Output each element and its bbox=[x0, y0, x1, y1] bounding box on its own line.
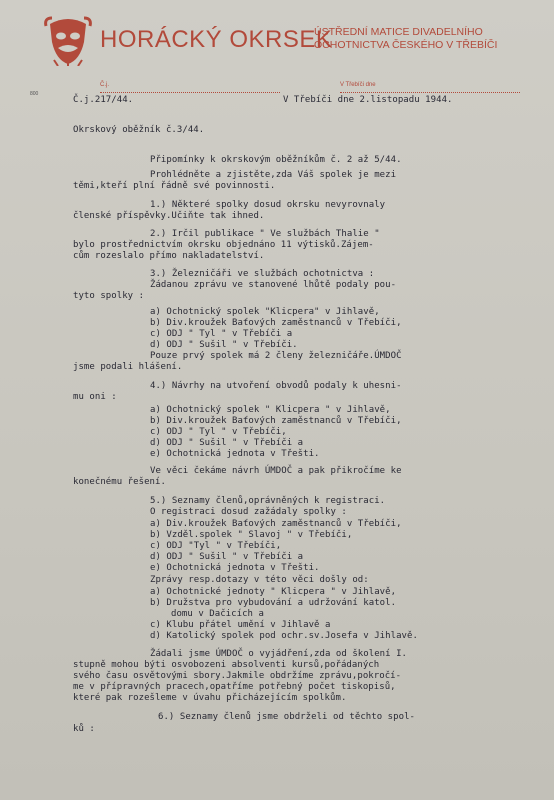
list-item: e) Ochotnická jednota v Třešti. bbox=[150, 449, 320, 459]
list-item: c) ODJ " Tyl " v Třebíči a bbox=[150, 329, 293, 339]
list-item: c) Klubu přátel umění v Jihlavě a bbox=[150, 620, 331, 630]
text-line: 6.) Seznamy členů jsme obdrželi od těchto spol- bbox=[158, 712, 416, 722]
organization-name: HORÁCKÝ OKRSEK bbox=[100, 26, 333, 53]
text-line: me v přípravných pracech,opatříme potřebný počet tiskopisů, bbox=[73, 682, 396, 692]
text-line: tyto spolky : bbox=[73, 291, 145, 301]
reference-number: Č.j.217/44. bbox=[73, 95, 134, 105]
reference-number-field bbox=[100, 80, 280, 93]
text-line: Zprávy resp.dotazy v této věci došly od: bbox=[150, 575, 369, 585]
list-item: c) ODJ "Tyl " v Třebíči, bbox=[150, 541, 282, 551]
date-field bbox=[340, 80, 520, 93]
text-line: 1.) Některé spolky dosud okrsku nevyrovnaly bbox=[150, 200, 386, 210]
list-item: b) Družstva pro vybudování a udržování katol. bbox=[150, 598, 397, 608]
text-line: Žádali jsme ÚMDOČ o vyjádření,zda od školení I. bbox=[150, 649, 408, 659]
list-item: d) ODJ " Sušil " v Třebíči. bbox=[150, 340, 298, 350]
list-item: e) Ochotnická jednota v Třešti. bbox=[150, 563, 320, 573]
text-line: konečnému řešení. bbox=[73, 477, 166, 487]
theatre-mask-logo-icon bbox=[44, 16, 92, 66]
text-line: mu oni : bbox=[73, 392, 117, 402]
text-line: Prohlédněte a zjistěte,zda Váš spolek je mezi bbox=[150, 170, 397, 180]
text-line: stupně mohou býti osvobozeni absolventi kursů,pořádaných bbox=[73, 660, 380, 670]
text-line: které pak rozešleme v úvahu přicházejícím spolkům. bbox=[73, 693, 347, 703]
text-line: Pouze prvý spolek má 2 členy železničáře.ÚMDOČ bbox=[150, 351, 402, 361]
text-line: 5.) Seznamy členů,oprávněných k registraci. bbox=[150, 496, 386, 506]
text-line: bylo prostřednictvím okrsku objednáno 11 výtisků.Zájem- bbox=[73, 240, 374, 250]
reference-label: Č.j. bbox=[100, 82, 109, 88]
text-line: 3.) Železničáři ve službách ochotnictva : bbox=[150, 269, 375, 279]
date-label: V Třebíči dne bbox=[340, 82, 376, 88]
list-item: b) Div.kroužek Baťových zaměstnanců v Třebíči, bbox=[150, 416, 402, 426]
list-item: d) ODJ " Sušil " v Třebíči a bbox=[150, 552, 304, 562]
text-line: 4.) Návrhy na utvoření obvodů podaly k uhesni- bbox=[150, 381, 402, 391]
organization-subtitle-line: OCHOTNICTVA ČESKÉHO V TŘEBÍČI bbox=[314, 39, 498, 51]
list-item: c) ODJ " Tyl " v Třebíči, bbox=[150, 427, 287, 437]
text-line: jsme podali hlášení. bbox=[73, 362, 183, 372]
text-line: cům rozeslalo přímo nakladatelství. bbox=[73, 251, 265, 261]
organization-subtitle-line: ÚSTŘEDNÍ MATICE DIVADELNÍHO bbox=[314, 26, 483, 38]
list-item: a) Ochotnický spolek " Klicpera " v Jihlavě, bbox=[150, 405, 391, 415]
date-line: V Třebíči dne 2.listopadu 1944. bbox=[283, 95, 453, 105]
text-line: O registraci dosud zažádaly spolky : bbox=[150, 507, 347, 517]
list-item: d) ODJ " Sušil " v Třebíči a bbox=[150, 438, 304, 448]
circular-title: Okrskový oběžník č.3/44. bbox=[73, 125, 205, 135]
list-item: a) Div.kroužek Baťových zaměstnanců v Třebíči, bbox=[150, 519, 402, 529]
list-item: domu v Dačicích a bbox=[171, 609, 264, 619]
text-line: těmi,kteří plní řádně své povinnosti. bbox=[73, 181, 276, 191]
list-item: b) Div.kroužek Baťových zaměstnanců v Třebíči, bbox=[150, 318, 402, 328]
organization-subtitle bbox=[314, 26, 497, 52]
text-line: svého času osvětovými sbory.Jakmile obdržíme zprávu,pokročí- bbox=[73, 671, 402, 681]
text-line: Ve věci čekáme návrh ÚMDOČ a pak přikročíme ke bbox=[150, 466, 402, 476]
list-item: a) Ochotnický spolek "Klicpera" v Jihlavě, bbox=[150, 307, 380, 317]
text-line: Připomínky k okrskovým oběžníkům č. 2 až 5/44. bbox=[150, 155, 402, 165]
text-line: Žádanou zprávu ve stanovené lhůtě podaly pou- bbox=[150, 280, 397, 290]
text-line: ků : bbox=[73, 724, 95, 734]
list-item: d) Katolický spolek pod ochr.sv.Josefa v Jihlavě. bbox=[150, 631, 418, 641]
text-line: členské příspěvky.Učiňte tak ihned. bbox=[73, 211, 265, 221]
text-line: 2.) Irčil publikace " Ve službách Thalie " bbox=[150, 229, 380, 239]
margin-mark: 800 bbox=[30, 91, 39, 97]
list-item: b) Vzděl.spolek " Slavoj " v Třebíči, bbox=[150, 530, 353, 540]
list-item: a) Ochotnické jednoty " Klicpera " v Jihlavě, bbox=[150, 587, 397, 597]
